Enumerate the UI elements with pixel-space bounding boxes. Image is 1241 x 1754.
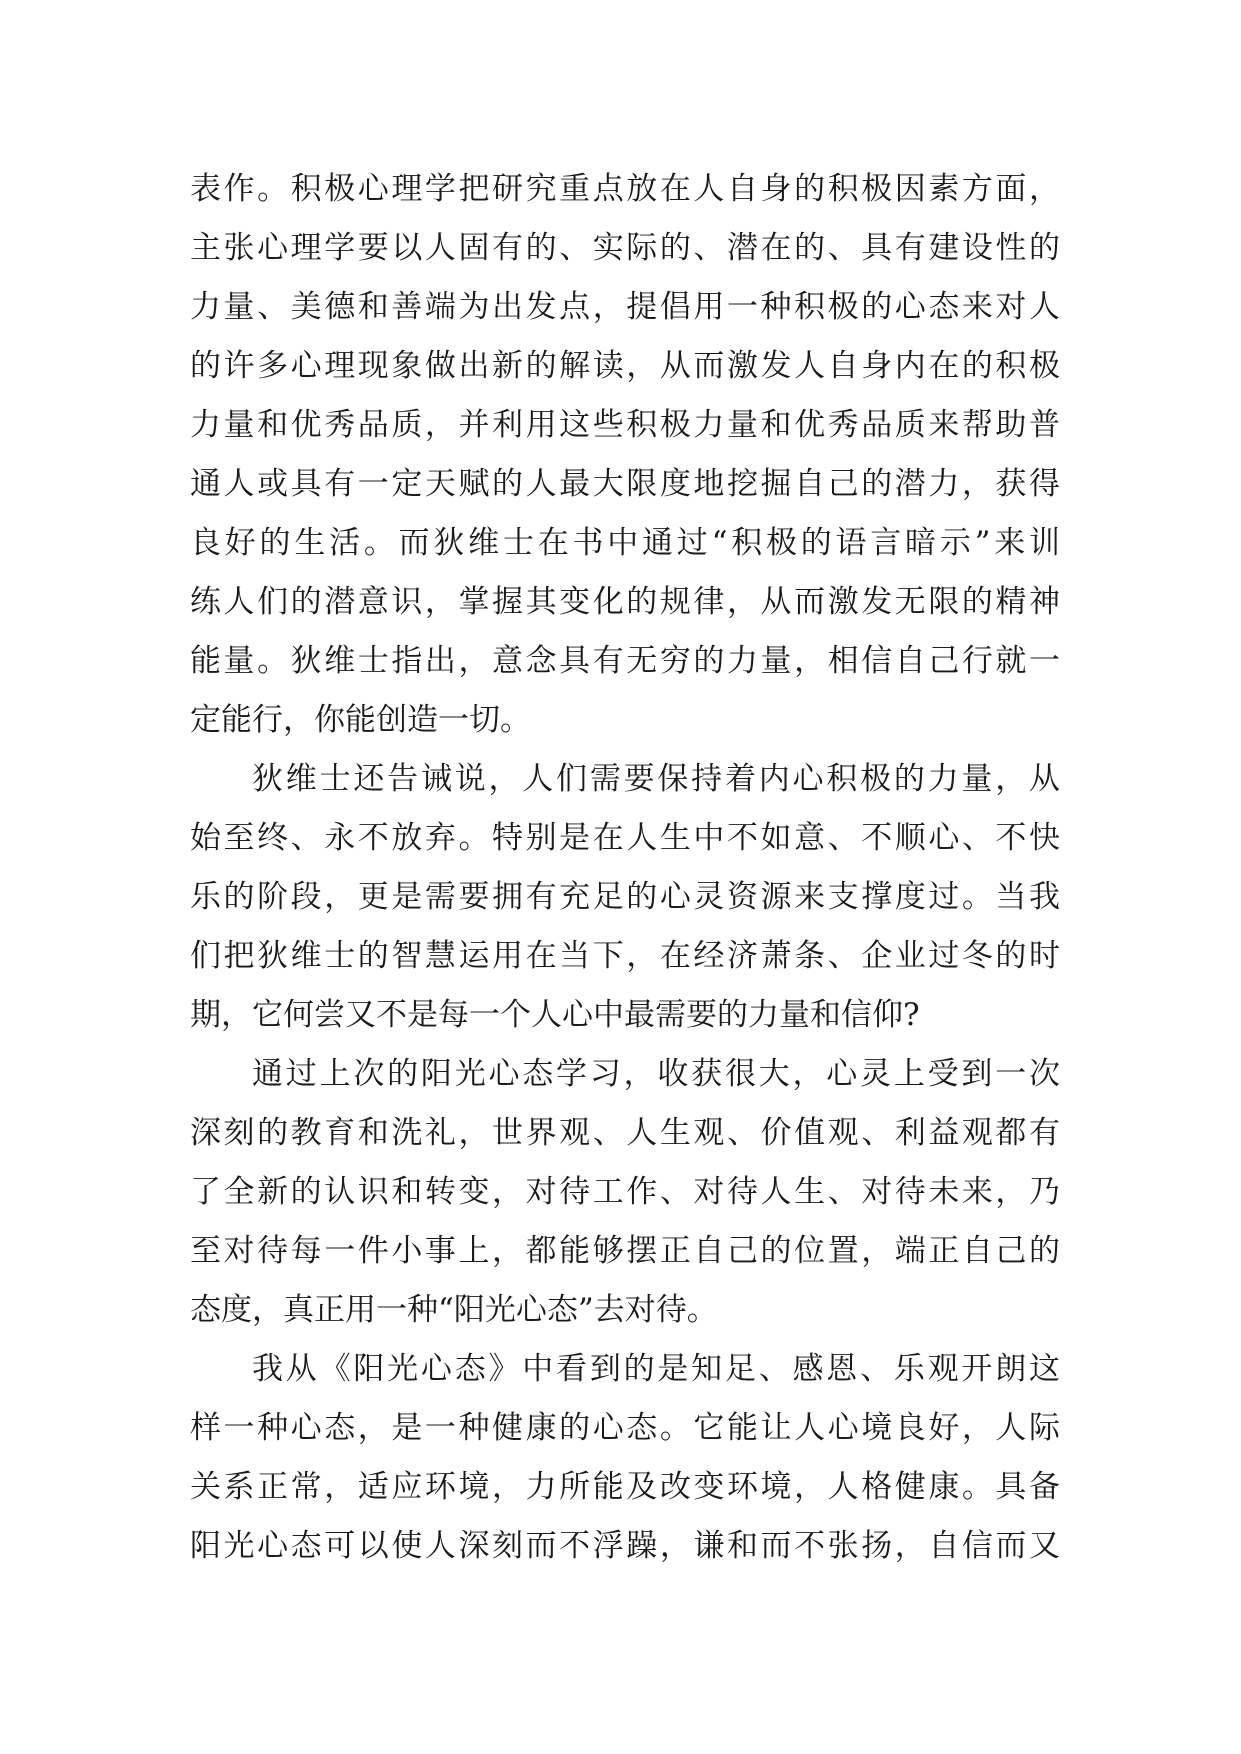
text-line: 阳光心态可以使人深刻而不浮躁，谦和而不张扬，自信而又 [190, 1528, 1060, 1564]
text-line: 的许多心理现象做出新的解读，从而激发人自身内在的积极 [190, 348, 1060, 384]
text-line: 始至终、永不放弃。特别是在人生中不如意、不顺心、不快 [190, 820, 1060, 856]
text-line: 样一种心态，是一种健康的心态。它能让人心境良好，人际 [190, 1410, 1060, 1446]
text-line: 至对待每一件小事上，都能够摆正自己的位置，端正自己的 [190, 1233, 1060, 1269]
text-line: 能量。狄维士指出，意念具有无穷的力量，相信自己行就一 [190, 643, 1060, 679]
text-line: 乐的阶段，更是需要拥有充足的心灵资源来支撑度过。当我 [190, 879, 1060, 915]
text-line: 态度，真正用一种“阳光心态”去对待。 [190, 1292, 718, 1328]
text-line: 了全新的认识和转变，对待工作、对待人生、对待未来，乃 [190, 1174, 1060, 1210]
text-line: 期，它何尝又不是每一个人心中最需要的力量和信仰? [190, 997, 920, 1033]
text-line: 们把狄维士的智慧运用在当下，在经济萧条、企业过冬的时 [190, 938, 1060, 974]
text-line: 表作。积极心理学把研究重点放在人自身的积极因素方面， [190, 171, 1060, 207]
text-line: 狄维士还告诫说，人们需要保持着内心积极的力量，从 [252, 761, 1060, 797]
text-line: 力量、美德和善端为出发点，提倡用一种积极的心态来对人 [190, 289, 1060, 325]
text-line: 通过上次的阳光心态学习，收获很大，心灵上受到一次 [252, 1056, 1060, 1092]
text-line: 我从《阳光心态》中看到的是知足、感恩、乐观开朗这 [252, 1351, 1060, 1387]
text-line: 良好的生活。而狄维士在书中通过“积极的语言暗示”来训 [190, 525, 1060, 561]
text-line: 练人们的潜意识，掌握其变化的规律，从而激发无限的精神 [190, 584, 1060, 620]
text-line: 主张心理学要以人固有的、实际的、潜在的、具有建设性的 [190, 230, 1060, 266]
text-line: 通人或具有一定天赋的人最大限度地挖掘自己的潜力，获得 [190, 466, 1060, 502]
text-line: 深刻的教育和洗礼，世界观、人生观、价值观、利益观都有 [190, 1115, 1060, 1151]
document-body [190, 160, 1060, 1576]
text-line: 力量和优秀品质，并利用这些积极力量和优秀品质来帮助普 [190, 407, 1060, 443]
text-line: 关系正常，适应环境，力所能及改变环境，人格健康。具备 [190, 1469, 1060, 1505]
text-line: 定能行，你能创造一切。 [190, 702, 531, 738]
